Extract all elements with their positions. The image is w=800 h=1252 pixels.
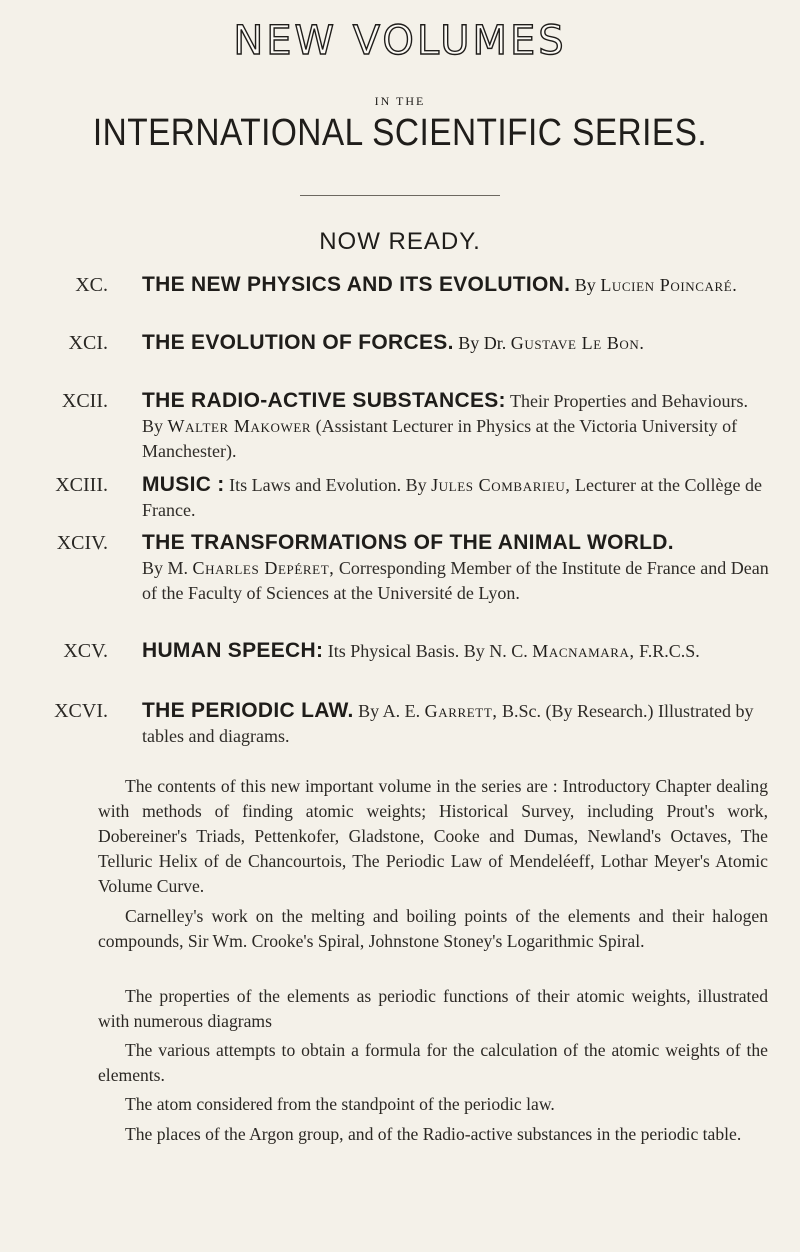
in-the-label: IN THE — [374, 94, 426, 108]
volume-subtitle: By M. — [142, 558, 189, 578]
volume-author: Charles Depéret, — [192, 558, 335, 578]
volume-title: THE NEW PHYSICS AND ITS EVOLUTION. — [142, 273, 571, 296]
volume-text — [142, 530, 772, 606]
volume-text — [142, 698, 772, 749]
volume-subtitle: Their Properties and Behaviours. By — [142, 391, 748, 436]
paragraph-atom: The atom considered from the standpoint of the periodic law. — [125, 1094, 555, 1114]
volume-subtitle: Its Laws and Evolution. By — [229, 475, 427, 495]
paragraph-properties: The properties of the elements as periodic functions of their atomic weights, illustrated with numerous diagrams — [98, 986, 768, 1031]
volume-number: XCII. — [61, 390, 108, 412]
volume-title: THE EVOLUTION OF FORCES. — [142, 331, 454, 354]
series-title: INTERNATIONAL SCIENTIFIC SERIES. — [92, 112, 708, 154]
volume-by: By Dr. — [458, 333, 507, 353]
volume-number: XCV. — [63, 640, 108, 662]
volume-text — [142, 388, 772, 464]
volume-description: B.Sc. (By Research.) Illustrated by tables and diagrams. — [142, 701, 754, 746]
volume-title: THE RADIO-ACTIVE SUBSTANCES: — [142, 389, 506, 412]
volume-description: F.R.C.S. — [639, 641, 700, 661]
volume-number: XC. — [75, 274, 108, 296]
volume-title: THE PERIODIC LAW. — [142, 699, 354, 722]
volume-subtitle: By A. E. — [358, 701, 421, 721]
volume-number: XCVI. — [54, 700, 108, 722]
volume-subtitle: Its Physical Basis. By N. C. — [327, 641, 528, 661]
volume-number: XCIV. — [56, 532, 108, 554]
volume-author: Gustave Le Bon. — [510, 333, 645, 353]
volume-title: THE TRANSFORMATIONS OF THE ANIMAL WORLD. — [142, 531, 674, 554]
now-ready-heading: NOW READY. — [319, 228, 481, 255]
volume-text — [142, 330, 772, 356]
volume-text — [142, 638, 772, 664]
divider-rule — [300, 195, 500, 196]
volume-number: XCIII. — [55, 474, 108, 496]
paragraph-contents: The contents of this new important volume in the series are : Introductory Chapter dealing with methods of finding atomic weights; Historical Survey, including Prout's work, Dobereiner's Triads, Pettenkofer, Gladstone, Cooke and Dumas, Newland's Octaves, The Telluric Helix of de Chancourtois, The Periodic Law of Mendeléeff, Lothar Meyer's Atomic Volume Curve. — [98, 776, 768, 896]
paragraph-formula: The various attempts to obtain a formula for the calculation of the atomic weights of the elements. — [98, 1040, 768, 1085]
volume-author: Walter Makower — [167, 416, 312, 436]
masthead-heading: NEW VOLUMES — [233, 18, 567, 64]
volume-author: Garrett, — [424, 701, 498, 721]
volume-by: By — [574, 275, 596, 295]
volume-author: Lucien Poincaré. — [600, 275, 738, 295]
volume-text — [142, 472, 772, 523]
volume-description: Lecturer at the Collège de France. — [142, 475, 762, 520]
volume-title: HUMAN SPEECH: — [142, 639, 324, 662]
volume-author: Macnamara, — [532, 641, 635, 661]
volume-author: Jules Combarieu, — [431, 475, 571, 495]
volume-title: MUSIC : — [142, 473, 225, 496]
paragraph-argon: The places of the Argon group, and of the Radio-active substances in the periodic table. — [125, 1124, 742, 1144]
volume-number: XCI. — [68, 332, 108, 354]
paragraph-carnelley: Carnelley's work on the melting and boiling points of the elements and their halogen compounds, Sir Wm. Crooke's Spiral, Johnstone Stoney's Logarithmic Spiral. — [98, 906, 768, 951]
volume-text — [142, 272, 772, 298]
volume-description: (Assistant Lecturer in Physics at the Victoria University of Manchester). — [142, 416, 738, 461]
volume-description: Corresponding Member of the Institute de France and Dean of the Faculty of Sciences at the Université de Lyon. — [142, 558, 769, 603]
